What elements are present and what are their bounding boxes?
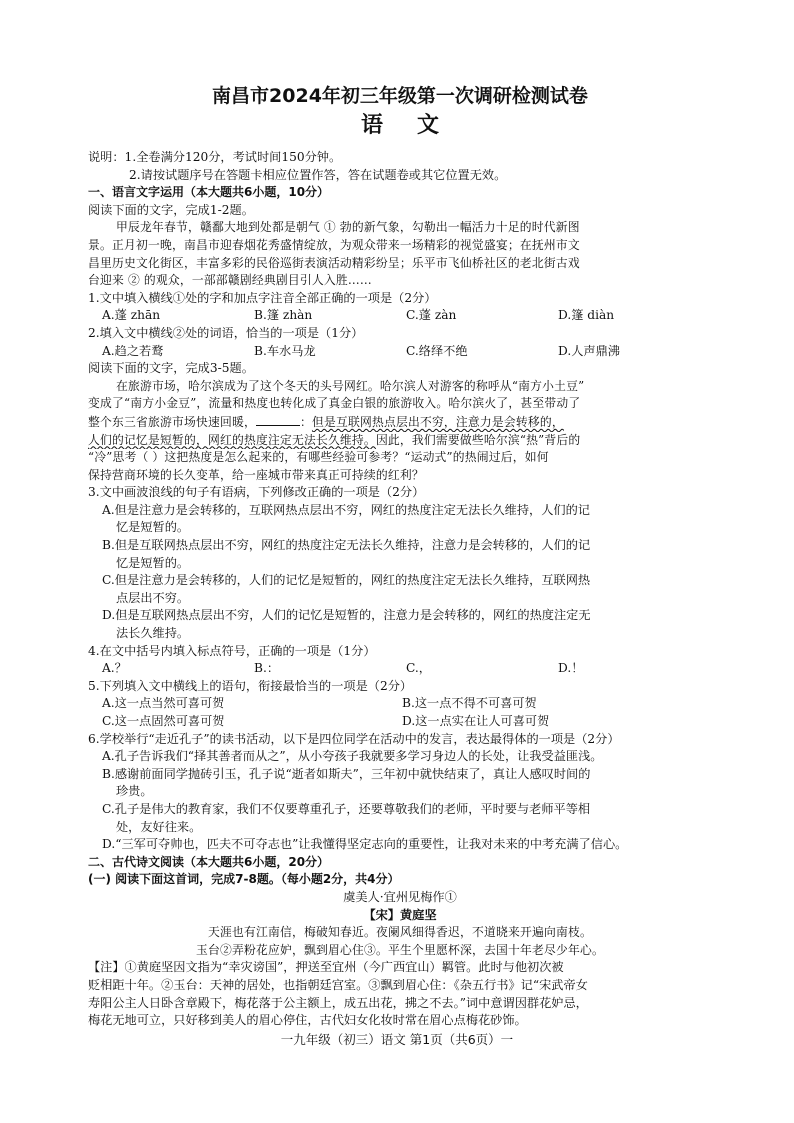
question-5-stem: 5.下列填入文中横线上的语句，衔接最恰当的一项是（2分） — [88, 678, 413, 693]
option-c: C.这一点固然可喜可贺 — [102, 714, 225, 728]
passage2-line — [88, 432, 712, 450]
poem-author: 【宋】黄庭坚 — [363, 907, 437, 922]
subject-title: 语文 — [360, 113, 473, 138]
passage2-line — [88, 413, 712, 432]
wavy-underlined-sentence: 人们的记忆是短暂的，网红的热度注定无法长久维持。 — [88, 432, 376, 447]
page-footer: 一九年级（初三）语文 第1页（共6页）一 — [280, 1032, 514, 1047]
option-c: C.蓬 zàn — [406, 308, 457, 323]
question-3-option-b: B.但是互联网热点层出不穷，网红的热度注定无法长久维持，注意力是会转移的，人们的记 — [102, 538, 591, 553]
option-d: D.人声鼎沸 — [558, 343, 620, 358]
option-a: A.蓬 zhān — [102, 308, 161, 323]
option-a: A.这一点当然可喜可贺 — [102, 696, 225, 711]
question-6-option-b: B.感谢前面同学抛砖引玉，孔子说“逝者如斯夫”，三年初中就快结束了，真让人感叹时间的 — [102, 766, 591, 781]
question-6-option-b-cont: 珍贵。 — [116, 784, 153, 799]
question-6-option-a: A.孔子告诉我们“择其善者而从之”，从小夸孩子我就要多学习身边人的长处，让我受益匪浅。 — [102, 749, 603, 764]
question-2-options — [88, 343, 712, 361]
reading-intro-2: 阅读下面的文字，完成3-5题。 — [88, 361, 254, 376]
passage2-line: 变成了“南方小金豆”，流量和热度也转化成了真金白银的旅游收入。哈尔滨火了，甚至带动了 — [88, 396, 581, 411]
passage2-line: “冷”思考（ ）这把热度是怎么起来的，有哪些经验可参考？“运动式”的热闹过后，如何 — [88, 450, 549, 465]
option-b: B.篷 zhàn — [254, 308, 313, 323]
question-3-stem: 3.文中画波浪线的句子有语病，下列修改正确的一项是（2分） — [88, 485, 425, 500]
question-3-option-b-cont: 忆是短暂的。 — [116, 555, 190, 570]
passage2-text: ： — [299, 414, 312, 429]
reading-intro-1: 阅读下面的文字，完成1-2题。 — [88, 202, 254, 217]
poem-line: 天涯也有江南信，梅破知春近。夜阑风细得香迟，不道晓来开遍向南枝。 — [208, 925, 592, 940]
section2-heading: 二、古代诗文阅读（本大题共6小题，20分） — [88, 854, 330, 869]
question-4-options — [88, 660, 712, 678]
instructions-line-1: 说明：1.全卷满分120分，考试时间150分钟。 — [88, 150, 342, 164]
annotation-line: 梅花无地可立，只好移到美人的眉心停住，古代妇女化妆时常在眉心点梅花砂饰。 — [88, 1013, 527, 1028]
question-3-option-c: C.但是注意力是会转移的，人们的记忆是短暂的，网红的热度注定无法长久维持，互联网热 — [102, 573, 591, 588]
answer-blank — [256, 413, 300, 426]
annotation-line: 寿阳公主人日卧含章殿下，梅花落于公主额上，成五出花，拂之不去。”词中意谓因群花妒忌， — [88, 995, 588, 1010]
passage2-line: 保持营商环境的长久变革，给一座城市带来真正可持续的红利？ — [88, 467, 424, 482]
question-6-option-c-cont: 处，友好往来。 — [116, 819, 202, 834]
option-b: B.这一点不得不可喜可贺 — [402, 696, 537, 711]
exam-title: 南昌市2024年初三年级第一次调研检测试卷 — [212, 85, 588, 107]
option-a: A.？ — [102, 661, 127, 676]
question-3-option-a: A.但是注意力是会转移的，互联网热点层出不穷，网红的热度注定无法长久维持，人们的记 — [102, 502, 590, 517]
passage2-text: 整个东三省旅游市场快速回暖， — [88, 414, 256, 429]
question-3-option-d-cont: 法长久维持。 — [116, 626, 190, 641]
poem-title: 虞美人·宜州见梅作① — [343, 889, 457, 904]
option-d: D.篷 diàn — [558, 308, 615, 323]
question-5-options-row-1 — [88, 695, 712, 713]
question-5-options-row-2 — [88, 713, 712, 731]
passage1-line: 景。正月初一晚，南昌市迎春烟花秀盛情绽放，为观众带来一场精彩的视觉盛宴；在抚州市文 — [88, 237, 580, 252]
question-6-stem: 6.学校举行“走近孔子”的读书活动，以下是四位同学在活动中的发言，表达最得体的一项是（2分） — [88, 731, 620, 746]
question-4-stem: 4.在文中括号内填入标点符号，正确的一项是（1分） — [88, 643, 376, 658]
question-6-option-c: C.孔子是伟大的教育家，我们不仅要尊重孔子，还要尊敬我们的老师，平时要与老师平等相 — [102, 801, 591, 816]
question-3-option-d: D.但是互联网热点层出不穷，人们的记忆是短暂的，注意力是会转移的，网红的热度注定无 — [102, 608, 591, 623]
passage2-line: 在旅游市场，哈尔滨成为了这个冬天的头号网红。哈尔滨人对游客的称呼从“南方小土豆” — [116, 378, 585, 393]
option-a: A.趋之若鹜 — [102, 343, 164, 358]
section1-heading: 一、语言文字运用（本大题共6小题，10分） — [88, 185, 330, 200]
poem-line: 玉台②弄粉花应妒，飘到眉心住③。平生个里愿杯深，去国十年老尽少年心。 — [196, 942, 604, 957]
question-3-option-a-cont: 忆是短暂的。 — [116, 520, 190, 535]
option-d: D.这一点实在让人可喜可贺 — [402, 714, 550, 728]
passage1-line: 台迎来 ② 的观众，一部部赣剧经典剧目引人入胜…… — [88, 273, 372, 288]
option-c: C.， — [406, 661, 431, 676]
annotation-line: 贬相距十年。②玉台：天神的居处，也指朝廷宫室。③飘到眉心住：《杂五行书》记“宋武帝女 — [88, 977, 588, 992]
option-b: B.车水马龙 — [254, 343, 316, 358]
option-c: C.络绎不绝 — [406, 343, 468, 358]
question-1-stem: 1.文中填入横线①处的字和加点字注音全部正确的一项是（2分） — [88, 290, 437, 305]
annotation-line: 【注】①黄庭坚因文指为“幸灾谤国”，押送至宜州（今广西宜山）羁管。此时与他初次被 — [88, 960, 564, 975]
question-6-option-d: D.“三军可夺帅也，匹夫不可夺志也”让我懂得坚定志向的重要性，让我对未来的中考充满了信心。 — [102, 837, 628, 852]
question-2-stem: 2.填入文中横线②处的词语，恰当的一项是（1分） — [88, 325, 364, 340]
question-3-option-c-cont: 点层出不穷。 — [116, 590, 190, 605]
passage1-line: 昌里历史文化街区，丰富多彩的民俗巡街表演活动精彩纷呈；乐平市飞仙桥社区的老北街古戏 — [88, 255, 580, 270]
passage2-text: 因此，我们需要做些哈尔滨“热”背后的 — [375, 432, 581, 447]
option-b: B.： — [254, 661, 280, 676]
exam-page — [88, 84, 712, 1030]
question-1-options — [88, 307, 712, 325]
wavy-underlined-sentence: 但是互联网热点层出不穷，注意力是会转移的， — [311, 414, 564, 429]
option-d: D.！ — [558, 661, 584, 676]
passage1-line: 甲辰龙年春节，赣鄱大地到处都是朝气 ① 勃的新气象，勾勒出一幅活力十足的时代新图 — [116, 220, 580, 235]
section2-sub1-heading: (一) 阅读下面这首词，完成7-8题。（每小题2分，共4分） — [88, 872, 400, 887]
instructions-line-2: 2.请按试题序号在答题卡相应位置作答，答在试题卷或其它位置无效。 — [129, 167, 507, 182]
